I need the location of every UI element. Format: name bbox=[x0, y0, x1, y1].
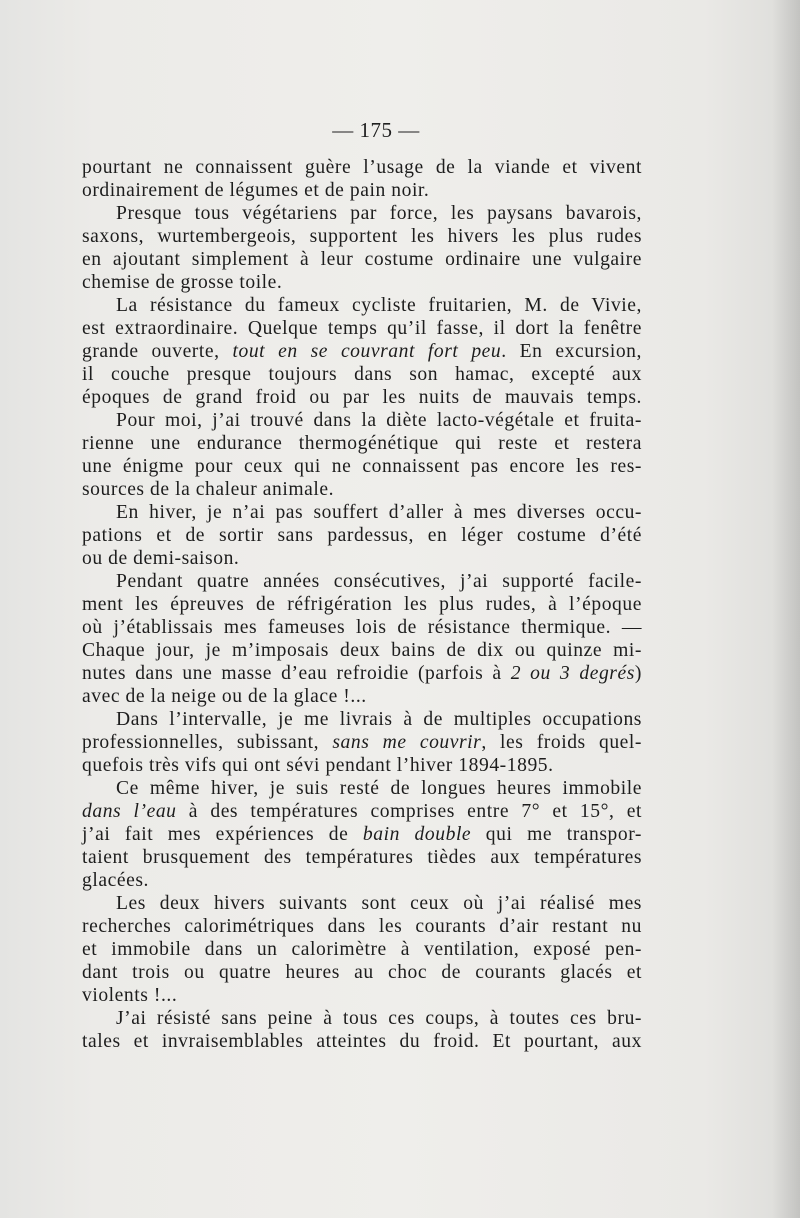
text-run: en ajoutant simplement à leur costume ordinaire une vulgaire bbox=[82, 249, 642, 270]
text-line bbox=[82, 708, 642, 731]
text-run: qui me transpor- bbox=[471, 824, 642, 845]
text-line bbox=[82, 984, 642, 1007]
text-run: j’ai fait mes expériences de bbox=[82, 824, 363, 845]
text-line bbox=[82, 271, 642, 294]
text-line bbox=[82, 225, 642, 248]
text-line bbox=[82, 938, 642, 961]
text-line bbox=[82, 294, 642, 317]
text-run: ment les épreuves de réfrigération les plus rudes, à l’époque bbox=[82, 594, 642, 615]
italic-phrase: dans l’eau bbox=[82, 801, 177, 822]
text-run: J’ai résisté sans peine à tous ces coups, à toutes ces bru- bbox=[116, 1008, 642, 1029]
text-line bbox=[82, 179, 642, 202]
text-run: ordinairement de légumes et de pain noir. bbox=[82, 180, 430, 201]
text-run: professionnelles, subissant, bbox=[82, 732, 333, 753]
text-line bbox=[82, 248, 642, 271]
text-line bbox=[82, 156, 642, 179]
text-run: Dans l’intervalle, je me livrais à de multiples occupations bbox=[116, 709, 642, 730]
text-line bbox=[82, 409, 642, 432]
text-run: ou de demi-saison. bbox=[82, 548, 240, 569]
text-line bbox=[82, 685, 642, 708]
text-run: . En excursion, bbox=[501, 341, 642, 362]
text-run: est extraordinaire. Quelque temps qu’il fasse, il dort la fenêtre bbox=[82, 318, 642, 339]
text-line bbox=[82, 570, 642, 593]
text-line bbox=[82, 639, 642, 662]
text-line bbox=[82, 593, 642, 616]
text-line bbox=[82, 800, 642, 823]
text-run: pations et de sortir sans pardessus, en léger costume d’été bbox=[82, 525, 642, 546]
text-line bbox=[82, 202, 642, 225]
text-line bbox=[82, 846, 642, 869]
text-line bbox=[82, 662, 642, 685]
text-line bbox=[82, 363, 642, 386]
text-line bbox=[82, 432, 642, 455]
text-line bbox=[82, 524, 642, 547]
body-text bbox=[82, 156, 642, 1053]
text-line bbox=[82, 777, 642, 800]
text-line bbox=[82, 754, 642, 777]
text-line bbox=[82, 823, 642, 846]
page-number: — 175 — bbox=[332, 118, 420, 142]
text-run: sources de la chaleur animale. bbox=[82, 479, 335, 500]
text-run: il couche presque toujours dans son hamac, excepté aux bbox=[82, 364, 642, 385]
text-run: glacées. bbox=[82, 870, 149, 891]
text-run: En hiver, je n’ai pas souffert d’aller à mes diverses occu- bbox=[116, 502, 642, 523]
text-run: violents !... bbox=[82, 985, 178, 1006]
text-run: où j’établissais mes fameuses lois de résistance thermique. — bbox=[82, 617, 642, 638]
italic-phrase: sans me couvrir bbox=[332, 732, 482, 753]
text-line bbox=[82, 317, 642, 340]
text-run: ) bbox=[634, 663, 642, 684]
text-run: rienne une endurance thermogénétique qui reste et restera bbox=[82, 433, 642, 454]
text-line bbox=[82, 869, 642, 892]
text-run: recherches calorimétriques dans les courants d’air restant nu bbox=[82, 916, 642, 937]
text-run: taient brusquement des températures tièdes aux températures bbox=[82, 847, 642, 868]
text-line bbox=[82, 478, 642, 501]
text-run: chemise de grosse toile. bbox=[82, 272, 283, 293]
text-run: Ce même hiver, je suis resté de longues heures immobile bbox=[116, 778, 642, 799]
text-run: Les deux hivers suivants sont ceux où j’ai réalisé mes bbox=[116, 893, 642, 914]
text-line bbox=[82, 501, 642, 524]
text-line bbox=[82, 892, 642, 915]
text-line bbox=[82, 961, 642, 984]
text-run: Chaque jour, je m’imposais deux bains de dix ou quinze mi- bbox=[82, 640, 642, 661]
text-run: nutes dans une masse d’eau refroidie (parfois à bbox=[82, 663, 511, 684]
text-line bbox=[82, 1030, 642, 1053]
text-run: , les froids quel- bbox=[481, 732, 642, 753]
text-run: à des températures comprises entre 7° et 15°, et bbox=[176, 801, 642, 822]
text-run: Pour moi, j’ai trouvé dans la diète lacto-végétale et fruita- bbox=[116, 410, 642, 431]
text-line bbox=[82, 915, 642, 938]
text-run: pourtant ne connaissent guère l’usage de la viande et vivent bbox=[82, 157, 642, 178]
italic-phrase: 2 ou 3 degrés bbox=[510, 663, 635, 684]
text-run: une énigme pour ceux qui ne connaissent pas encore les res- bbox=[82, 456, 642, 477]
text-run: La résistance du fameux cycliste fruitarien, M. de Vivie, bbox=[116, 295, 642, 316]
text-line bbox=[82, 1007, 642, 1030]
text-line bbox=[82, 455, 642, 478]
text-line bbox=[82, 386, 642, 409]
text-run: et immobile dans un calorimètre à ventilation, exposé pen- bbox=[82, 939, 642, 960]
text-run: grande ouverte, bbox=[82, 341, 233, 362]
text-run: tales et invraisemblables atteintes du froid. Et pourtant, aux bbox=[82, 1031, 642, 1052]
text-run: Presque tous végétariens par force, les paysans bavarois, bbox=[116, 203, 642, 224]
text-run: Pendant quatre années consécutives, j’ai supporté facile- bbox=[116, 571, 642, 592]
text-line bbox=[82, 547, 642, 570]
text-run: dant trois ou quatre heures au choc de courants glacés et bbox=[82, 962, 642, 983]
text-line bbox=[82, 616, 642, 639]
italic-phrase: bain double bbox=[362, 824, 472, 845]
text-line bbox=[82, 731, 642, 754]
text-run: époques de grand froid ou par les nuits de mauvais temps. bbox=[82, 387, 642, 408]
italic-phrase: tout en se couvrant fort peu bbox=[232, 341, 502, 362]
text-run: quefois très vifs qui ont sévi pendant l’hiver 1894-1895. bbox=[82, 755, 554, 776]
text-run: saxons, wurtembergeois, supportent les hivers les plus rudes bbox=[82, 226, 642, 247]
text-run: avec de la neige ou de la glace !... bbox=[82, 686, 367, 707]
text-line bbox=[82, 340, 642, 363]
